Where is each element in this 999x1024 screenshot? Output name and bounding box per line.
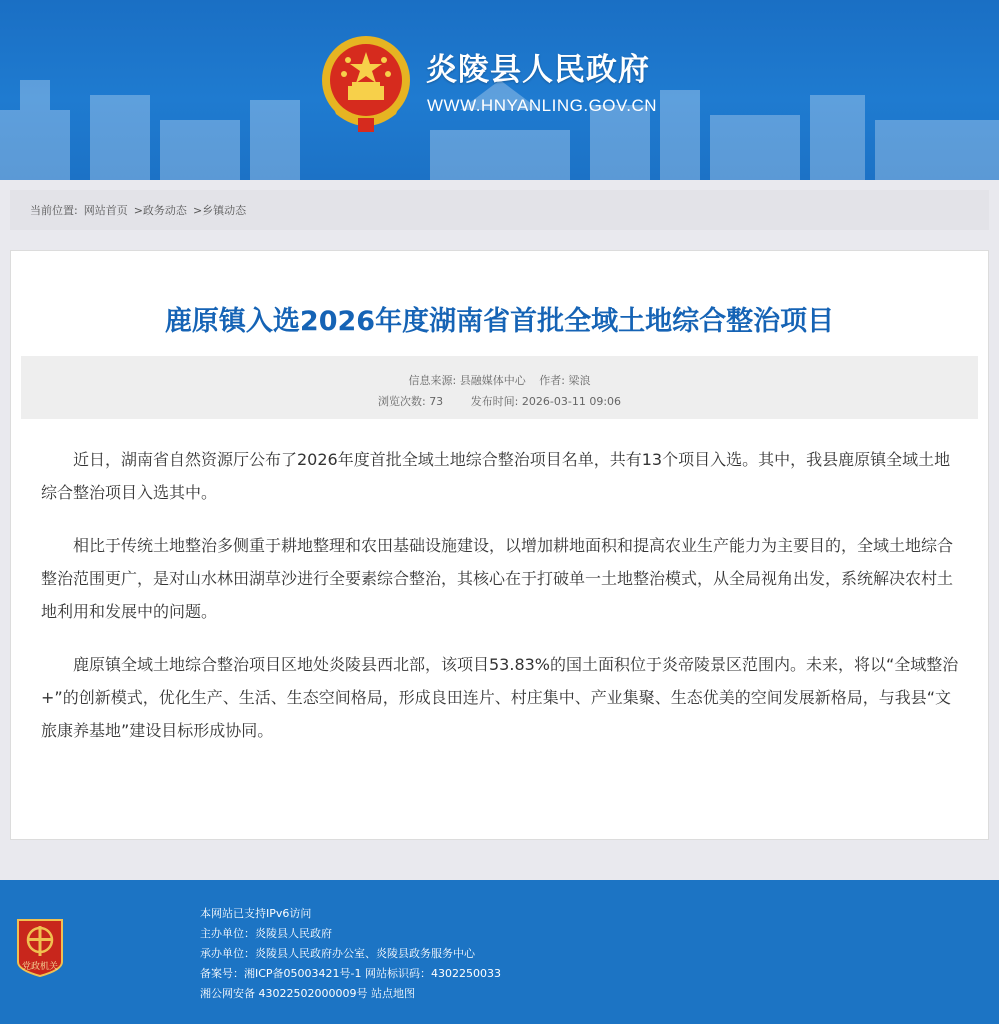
breadcrumb-township-link[interactable]: >乡镇动态 [192, 204, 247, 217]
footer-info [200, 904, 501, 1004]
source-value: 县融媒体中心 [459, 374, 526, 387]
article-title: 鹿原镇入选2026年度湖南省首批全域土地综合整治项目 [164, 306, 835, 337]
party-organ-badge-icon[interactable] [14, 918, 66, 978]
footer-host-line: 主办单位：炎陵县人民政府 [200, 927, 332, 940]
article-paragraph: 相比于传统土地整治多侧重于耕地整理和农田基础设施建设，以增加耕地面积和提高农业生产能力为主要目的，全域土地综合整治范围更广，是对山水林田湖草沙进行全要素综合整治，其核心在于打破单一土地整治模式，从全局视角出发，系统解决农村土地利用和发展中的问题。 [41, 536, 954, 621]
date-label: 发布时间: [470, 395, 519, 408]
national-emblem-icon [318, 34, 414, 134]
site-title: 炎陵县人民政府 [426, 52, 650, 88]
date-value: 2026-03-11 09:06 [521, 395, 622, 408]
article-paragraph: 近日，湖南省自然资源厅公布了2026年度首批全域土地综合整治项目名单，共有13个项目入选。其中，我县鹿原镇全域土地综合整治项目入选其中。 [41, 450, 951, 502]
footer-ipv6-line: 本网站已支持IPv6访问 [200, 907, 312, 920]
article-paragraph: 鹿原镇全域土地综合整治项目区地处炎陵县西北部，该项目53.83%的国土面积位于炎帝陵景区范围内。未来，将以“全域整治+”的创新模式，优化生产、生活、生态空间格局，形成良田连片、村庄集中、产业集聚、生态优美的空间发展新格局，与我县“文旅康养基地”建设目标形成协同。 [41, 655, 959, 740]
author-value: 梁浪 [568, 374, 591, 387]
views-value: 73 [429, 395, 444, 408]
site-url[interactable]: WWW.HNYANLING.GOV.CN [427, 96, 658, 115]
breadcrumb-home-link[interactable]: 网站首页 [83, 204, 128, 217]
article-card [10, 250, 989, 840]
footer-organizer-line: 承办单位：炎陵县人民政府办公室、炎陵县政务服务中心 [200, 947, 475, 960]
header-banner [0, 0, 999, 180]
source-label: 信息来源: [408, 374, 457, 387]
badge-text: 党政机关 [21, 962, 59, 972]
article-body [41, 443, 959, 767]
city-skyline-decoration [0, 0, 999, 180]
footer [0, 880, 999, 1024]
breadcrumb-news-link[interactable]: >政务动态 [133, 204, 187, 217]
footer-police-line[interactable]: 湘公网安备 43022502000009号 站点地图 [200, 987, 415, 1000]
author-label: 作者: [539, 374, 565, 387]
breadcrumb [10, 190, 989, 230]
views-label: 浏览次数: [377, 395, 426, 408]
article-meta [21, 356, 978, 419]
footer-icp-line[interactable]: 备案号：湘ICP备05003421号-1 网站标识码：4302250033 [200, 967, 501, 980]
breadcrumb-label: 当前位置: [30, 204, 78, 217]
